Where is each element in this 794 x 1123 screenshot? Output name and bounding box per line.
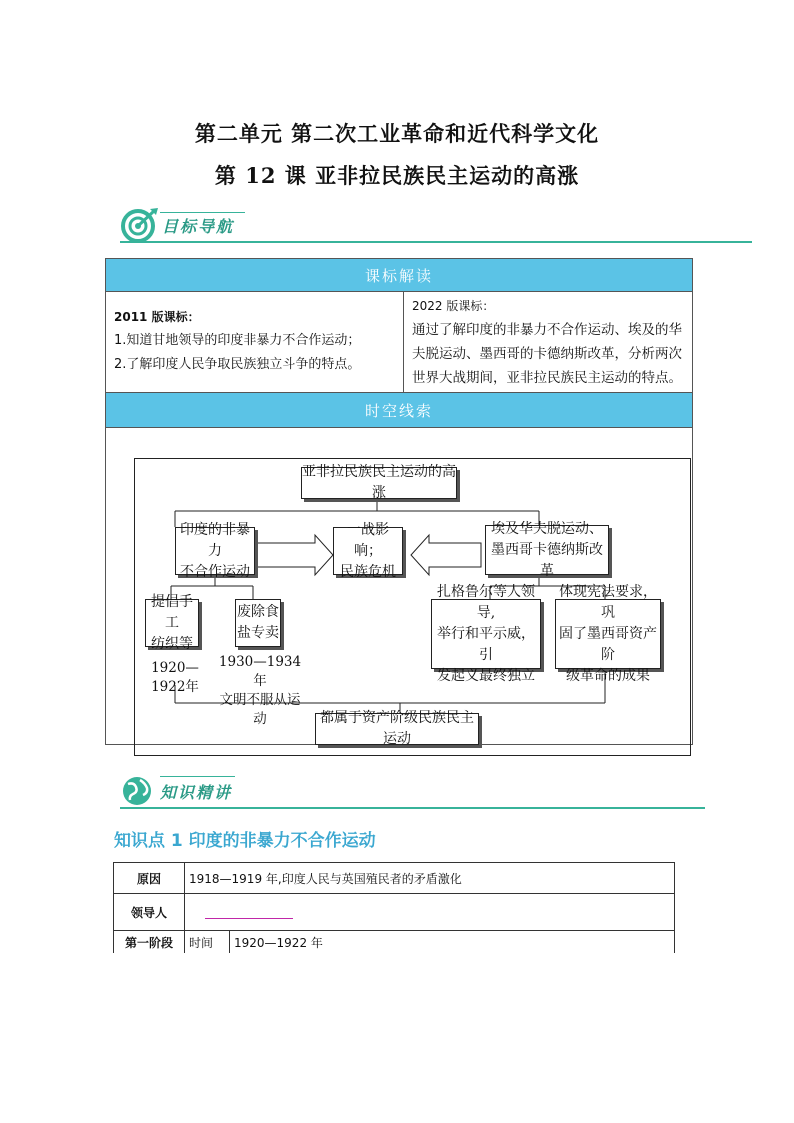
node-egypt-sub1-line: 举行和平示威，引 bbox=[437, 625, 535, 663]
section-divider-top bbox=[160, 776, 235, 777]
node-egypt-sub1 bbox=[431, 583, 541, 684]
table-row bbox=[114, 894, 675, 931]
node-top: 亚非拉民族民主运动的高涨 bbox=[302, 464, 456, 501]
row-value: 1918—1919 年,印度人民与英国殖民者的矛盾激化 bbox=[185, 863, 675, 894]
standards-band: 课标解读 bbox=[106, 259, 693, 292]
row-label: 第一阶段 bbox=[114, 931, 185, 954]
standards-2022-line: 通过了解印度的非暴力不合作运动、埃及的华 bbox=[412, 322, 682, 338]
row-value: 1920—1922 年 bbox=[230, 931, 675, 954]
globe-icon bbox=[120, 774, 158, 808]
india-sub2-caption-line: 1930—1934年 bbox=[218, 654, 302, 689]
leader-blank[interactable] bbox=[185, 894, 675, 931]
node-center-line: 民族危机 bbox=[340, 563, 396, 580]
node-egypt-line: 埃及华夫脱运动、 bbox=[491, 520, 603, 537]
section-knowledge bbox=[120, 774, 232, 808]
node-egypt-sub2-line: 固了墨西哥资产阶 bbox=[559, 625, 657, 663]
standards-2022 bbox=[404, 292, 693, 393]
node-india-sub2-line: 盐专卖 bbox=[237, 625, 279, 641]
node-india-line: 印度的非暴力 bbox=[180, 521, 250, 559]
node-egypt-line: 墨西哥卡德纳斯改革 bbox=[491, 541, 603, 579]
standards-2022-line: 世界大战期间，亚非拉民族民主运动的特点。 bbox=[412, 370, 682, 386]
node-egypt-sub2-line: 体现宪法要求，巩 bbox=[559, 583, 657, 621]
blank-underline bbox=[205, 918, 293, 919]
node-india-sub1-line: 提倡手工 bbox=[151, 593, 193, 631]
section-divider-top bbox=[160, 212, 245, 213]
knowledge-point-title: 知识点 1 印度的非暴力不合作运动 bbox=[114, 831, 376, 851]
section-divider bbox=[120, 807, 705, 809]
node-india-line: 不合作运动 bbox=[180, 563, 250, 580]
india-sub2-caption-line: 文明不服从运动 bbox=[219, 692, 301, 727]
node-egypt-sub1-line: 扎格鲁尔等人领导, bbox=[437, 583, 535, 621]
node-center-line: 一战影响； bbox=[347, 521, 389, 559]
standards-2022-line: 夫脱运动、墨西哥的卡德纳斯改革，分析两次 bbox=[412, 346, 682, 362]
standards-2011-heading: 2011 版课标： bbox=[114, 310, 200, 324]
section-goal-nav bbox=[120, 208, 234, 242]
target-icon bbox=[120, 207, 160, 243]
table-row bbox=[114, 863, 675, 894]
row-label: 原因 bbox=[114, 863, 185, 894]
standards-2022-heading: 2022 版课标： bbox=[412, 299, 495, 313]
timeline-diagram bbox=[134, 458, 691, 756]
node-india-sub2 bbox=[235, 599, 281, 647]
node-india-sub1 bbox=[145, 593, 199, 652]
unit-title: 第二单元 第二次工业革命和近代科学文化 bbox=[194, 121, 600, 146]
node-egypt bbox=[485, 520, 609, 579]
india-sub2-caption bbox=[215, 653, 305, 729]
node-bottom: 都属于资产阶级民族民主运动 bbox=[315, 713, 479, 745]
section-knowledge-label: 知识精讲 bbox=[160, 782, 233, 802]
node-egypt-sub2 bbox=[555, 583, 661, 684]
row-label: 领导人 bbox=[114, 894, 185, 931]
knowledge-table bbox=[113, 862, 675, 953]
standards-2011-item: 1.知道甘地领导的印度非暴力不合作运动； bbox=[114, 333, 361, 348]
timeline-band: 时空线索 bbox=[106, 393, 693, 428]
node-india bbox=[175, 521, 255, 580]
lesson-title: 第 12 课 亚非拉民族民主运动的高涨 bbox=[214, 163, 580, 188]
standards-2011-item: 2.了解印度人民争取民族独立斗争的特点。 bbox=[114, 357, 361, 372]
node-india-sub2-line: 废除食 bbox=[237, 604, 279, 620]
node-india-sub1-line: 纺织等 bbox=[151, 635, 193, 652]
standards-2011 bbox=[106, 292, 404, 393]
row-sub-label: 时间 bbox=[185, 931, 230, 954]
india-sub1-caption: 1920—1922年 bbox=[151, 660, 199, 695]
node-egypt-sub1-line: 发起义最终独立 bbox=[437, 667, 535, 684]
table-row bbox=[114, 931, 675, 954]
section-goal-label: 目标导航 bbox=[162, 216, 235, 236]
section-divider bbox=[120, 241, 752, 243]
node-egypt-sub2-line: 级革命的成果 bbox=[566, 667, 650, 684]
node-center bbox=[333, 521, 403, 580]
